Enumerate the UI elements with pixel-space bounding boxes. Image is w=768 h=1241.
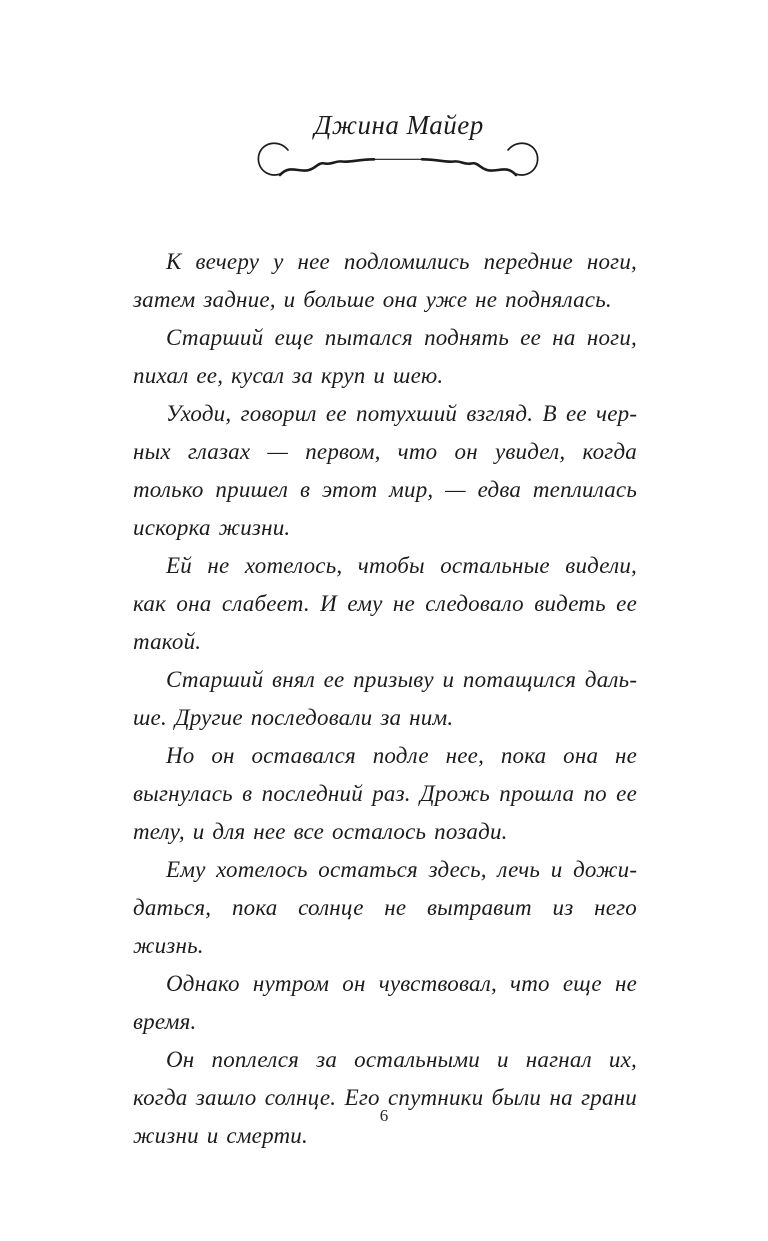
- body-paragraph: Ей не хотелось, чтобы остальные видели, как она слабеет. И ему не следовало видеть ее такой.: [133, 553, 637, 654]
- body-paragraph: Уходи, говорил ее потухший взгляд. В ее черных глазах — первом, что он увидел, когда только пришел в этот мир, — едва теплилась искорка жизни.: [133, 401, 637, 540]
- body-text-block: [133, 243, 637, 1155]
- flourish-divider-icon: [224, 137, 544, 187]
- body-paragraph: Но он оставался подле нее, пока она не выгнулась в последний раз. Дрожь прошла по ее телу, и для нее все осталось позади.: [133, 743, 637, 844]
- body-paragraph: К вечеру у нее подломились передние ноги, затем задние, и больше она уже не поднялась.: [133, 249, 637, 312]
- author-name: Джина Майер: [314, 110, 484, 140]
- body-paragraph: Ему хотелось остаться здесь, лечь и дожидаться, пока солнце не вытравит из него жизнь.: [133, 857, 637, 958]
- body-paragraph: Старший внял ее призыву и потащился дальше. Другие последовали за ним.: [133, 667, 637, 730]
- running-head: [0, 110, 768, 187]
- body-paragraph: Он поплелся за остальными и нагнал их, когда зашло солнце. Его спутники были на грани жизни и смерти.: [133, 1047, 637, 1148]
- body-paragraph: Старший еще пытался поднять ее на ноги, пихал ее, кусал за круп и шею.: [133, 325, 637, 388]
- page-number: 6: [379, 1106, 389, 1125]
- body-paragraph: Однако нутром он чувствовал, что еще не время.: [133, 971, 637, 1034]
